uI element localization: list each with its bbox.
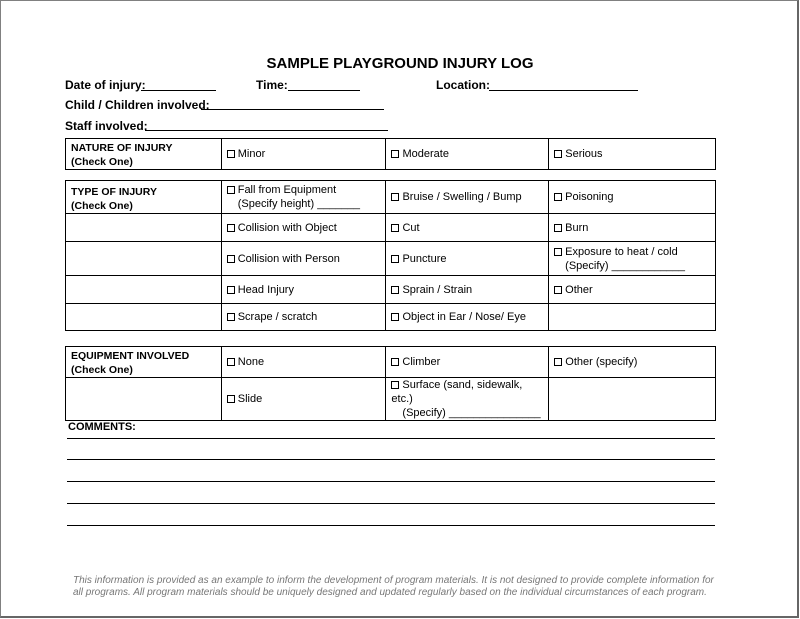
equipment-slide[interactable]: Slide <box>221 378 386 421</box>
checkbox-icon[interactable] <box>391 224 399 232</box>
type-other[interactable]: Other <box>549 276 716 304</box>
empty-cell <box>549 378 716 421</box>
type-collision-object[interactable]: Collision with Object <box>221 214 386 242</box>
time-label: Time: <box>256 78 288 92</box>
empty-cell <box>66 242 222 276</box>
type-header: TYPE OF INJURY (Check One) <box>66 181 222 214</box>
type-sprain[interactable]: Sprain / Strain <box>386 276 549 304</box>
checkbox-icon[interactable] <box>227 150 235 158</box>
comments-label: COMMENTS: <box>68 421 136 433</box>
location-field[interactable] <box>489 90 638 91</box>
nature-table <box>65 138 716 170</box>
type-poisoning[interactable]: Poisoning <box>549 181 716 214</box>
children-field[interactable] <box>201 109 384 110</box>
date-label: Date of injury: <box>65 78 146 92</box>
checkbox-icon[interactable] <box>554 286 562 294</box>
comment-line[interactable] <box>67 438 715 439</box>
type-fall[interactable]: Fall from Equipment (Specify height) _______ <box>221 181 386 214</box>
nature-minor[interactable]: Minor <box>221 139 386 170</box>
equipment-other[interactable]: Other (specify) <box>549 347 716 378</box>
nature-serious[interactable]: Serious <box>549 139 716 170</box>
checkbox-icon[interactable] <box>227 358 235 366</box>
comment-line[interactable] <box>67 481 715 482</box>
checkbox-icon[interactable] <box>227 395 235 403</box>
checkbox-icon[interactable] <box>227 224 235 232</box>
type-burn[interactable]: Burn <box>549 214 716 242</box>
equipment-surface[interactable]: Surface (sand, sidewalk, etc.) (Specify) _______________ <box>386 378 549 421</box>
time-field[interactable] <box>288 90 360 91</box>
equipment-none[interactable]: None <box>221 347 386 378</box>
type-puncture[interactable]: Puncture <box>386 242 549 276</box>
checkbox-icon[interactable] <box>391 313 399 321</box>
checkbox-icon[interactable] <box>391 286 399 294</box>
location-label: Location: <box>436 78 490 92</box>
type-exposure[interactable]: Exposure to heat / cold (Specify) ____________ <box>549 242 716 276</box>
empty-cell <box>66 304 222 331</box>
equipment-table <box>65 346 716 421</box>
staff-field[interactable] <box>145 130 388 131</box>
type-object[interactable]: Object in Ear / Nose/ Eye <box>386 304 549 331</box>
empty-cell <box>549 304 716 331</box>
type-table <box>65 180 716 331</box>
checkbox-icon[interactable] <box>391 193 399 201</box>
comment-line[interactable] <box>67 525 715 526</box>
nature-header: NATURE OF INJURY (Check One) <box>66 139 222 170</box>
nature-moderate[interactable]: Moderate <box>386 139 549 170</box>
empty-cell <box>66 214 222 242</box>
checkbox-icon[interactable] <box>227 255 235 263</box>
comment-line[interactable] <box>67 459 715 460</box>
type-scrape[interactable]: Scrape / scratch <box>221 304 386 331</box>
empty-cell <box>66 378 222 421</box>
checkbox-icon[interactable] <box>391 358 399 366</box>
checkbox-icon[interactable] <box>554 358 562 366</box>
staff-label: Staff involved: <box>65 119 148 133</box>
checkbox-icon[interactable] <box>227 286 235 294</box>
type-bruise[interactable]: Bruise / Swelling / Bump <box>386 181 549 214</box>
checkbox-icon[interactable] <box>554 248 562 256</box>
checkbox-icon[interactable] <box>391 255 399 263</box>
type-cut[interactable]: Cut <box>386 214 549 242</box>
checkbox-icon[interactable] <box>391 381 399 389</box>
children-label: Child / Children involved: <box>65 98 210 112</box>
checkbox-icon[interactable] <box>227 313 235 321</box>
date-field[interactable] <box>141 90 216 91</box>
checkbox-icon[interactable] <box>554 224 562 232</box>
checkbox-icon[interactable] <box>554 193 562 201</box>
checkbox-icon[interactable] <box>554 150 562 158</box>
equipment-climber[interactable]: Climber <box>386 347 549 378</box>
page-title: SAMPLE PLAYGROUND INJURY LOG <box>266 55 534 72</box>
type-collision-person[interactable]: Collision with Person <box>221 242 386 276</box>
disclaimer: This information is provided as an example to inform the development of program materials. It is not designed to provide complete information for all programs. All program materials should be uniquely designed and updated regularly based on the individual circumstances of each program. <box>73 575 714 598</box>
comment-line[interactable] <box>67 503 715 504</box>
empty-cell <box>66 276 222 304</box>
checkbox-icon[interactable] <box>391 150 399 158</box>
checkbox-icon[interactable] <box>227 186 235 194</box>
equipment-header: EQUIPMENT INVOLVED (Check One) <box>66 347 222 378</box>
type-head[interactable]: Head Injury <box>221 276 386 304</box>
